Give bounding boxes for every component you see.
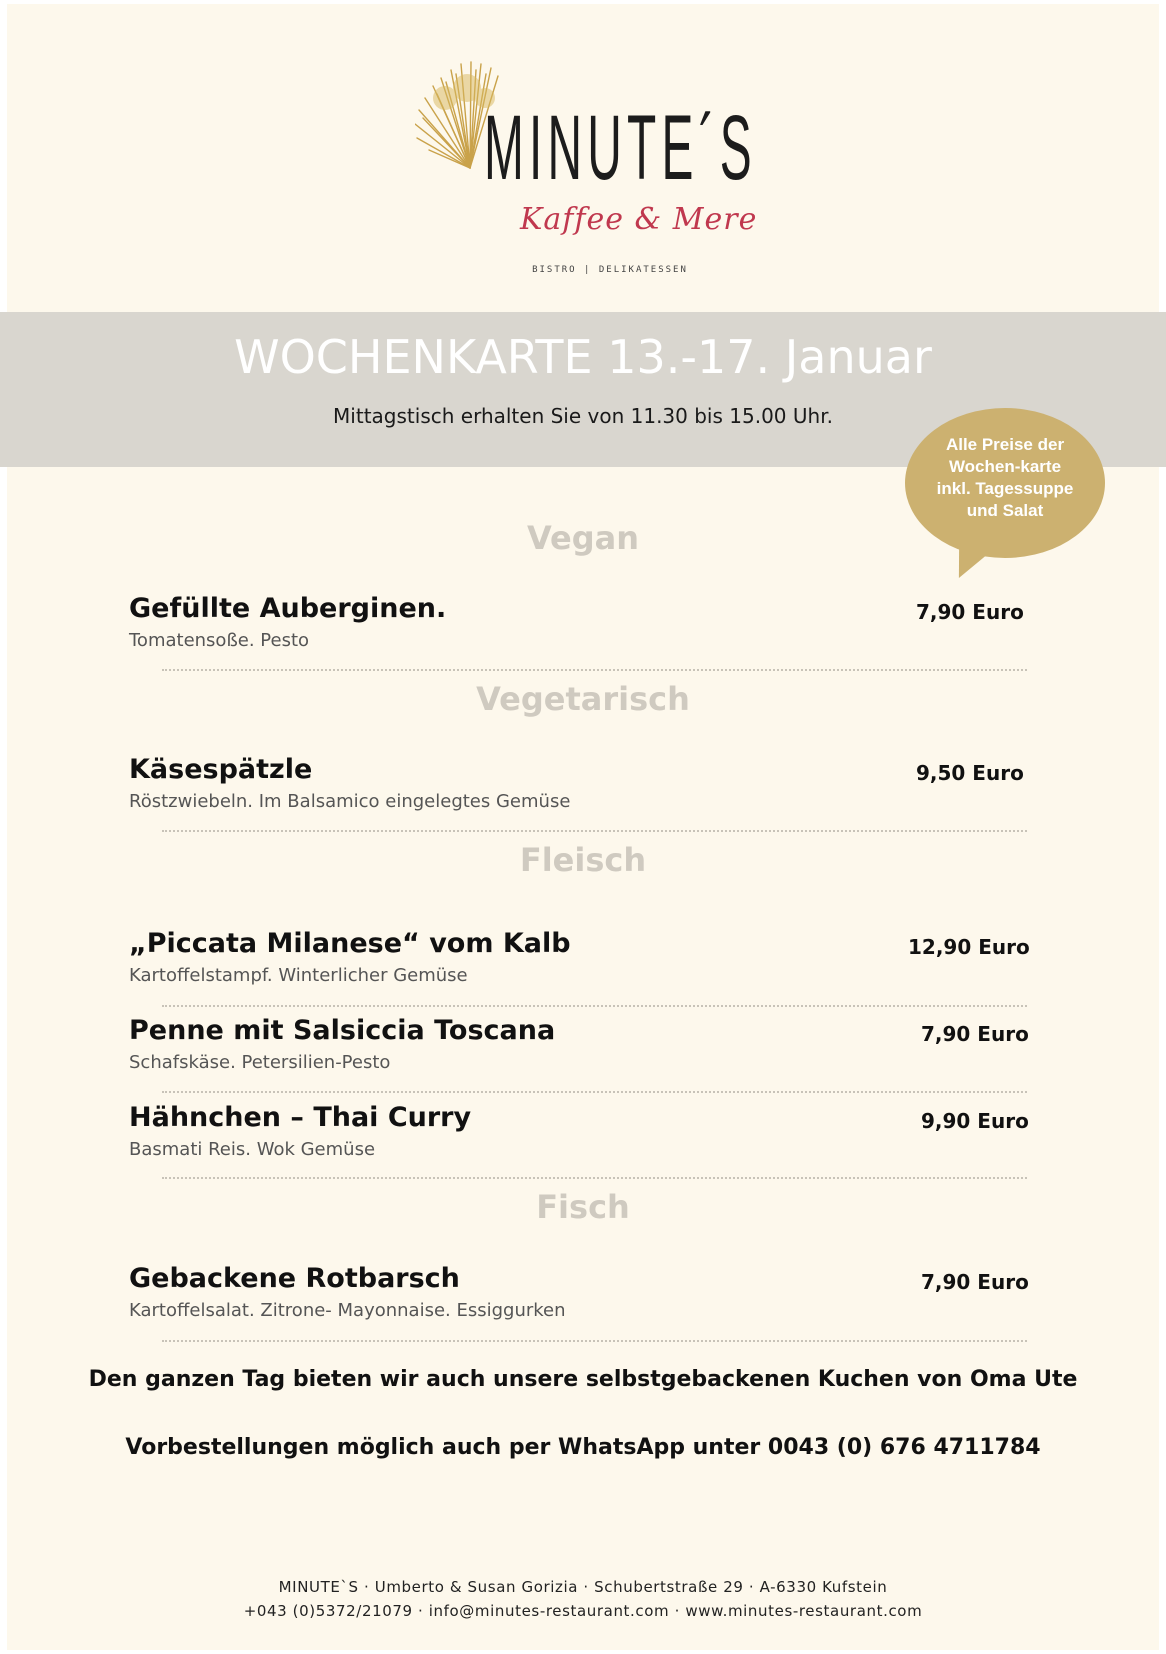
menu-item (129, 1263, 1029, 1321)
section-title: Fleisch (519, 841, 647, 879)
item-name: Hähnchen – Thai Curry (129, 1102, 472, 1133)
item-name: „Piccata Milanese“ vom Kalb (129, 928, 571, 959)
page-title: WOCHENKARTE 13.-17. Januar (234, 330, 932, 384)
menu-item (129, 928, 1030, 986)
item-description: Röstzwiebeln. Im Balsamico eingelegtes Gemüse (129, 790, 571, 812)
item-description: Tomatensoße. Pesto (129, 629, 310, 651)
footer-contact: +043 (0)5372/21079 · info@minutes-restaurant.com · www.minutes-restaurant.com (243, 1602, 923, 1620)
cake-note: Den ganzen Tag bieten wir auch unsere selbstgebackenen Kuchen von Oma Ute (88, 1367, 1078, 1392)
item-name: Käsespätzle (129, 754, 313, 785)
dotted-divider (162, 1005, 1027, 1007)
item-name: Penne mit Salsiccia Toscana (129, 1015, 556, 1046)
brand-script: Kaffee & Mere (520, 202, 758, 237)
dotted-divider (162, 1177, 1027, 1179)
item-price: 9,90 Euro (921, 1109, 1029, 1133)
menu-item (129, 1102, 1029, 1160)
item-price: 7,90 Euro (921, 1270, 1029, 1294)
item-description: Kartoffelsalat. Zitrone- Mayonnaise. Essiggurken (129, 1299, 566, 1321)
page-subtitle: Mittagstisch erhalten Sie von 11.30 bis 15.00 Uhr. (333, 404, 833, 428)
section-title: Fisch (536, 1188, 630, 1226)
bubble-text: Alle Preise der Wochen-karte inkl. Tagessuppe und Salat (936, 435, 1074, 520)
item-description: Kartoffelstampf. Winterlicher Gemüse (129, 964, 468, 986)
whatsapp-note: Vorbestellungen möglich auch per WhatsApp unter 0043 (0) 676 4711784 (125, 1435, 1041, 1460)
item-price: 7,90 Euro (916, 600, 1024, 624)
menu-item (129, 1015, 1029, 1073)
logo (0, 0, 1166, 300)
section-title: Vegetarisch (476, 680, 690, 718)
item-price: 7,90 Euro (921, 1022, 1029, 1046)
menu-item (129, 754, 1024, 812)
item-description: Basmati Reis. Wok Gemüse (129, 1138, 376, 1160)
dotted-divider (162, 830, 1027, 832)
item-name: Gefüllte Auberginen. (129, 593, 447, 624)
item-price: 9,50 Euro (916, 761, 1024, 785)
section-title: Vegan (527, 519, 639, 557)
dotted-divider (162, 1340, 1027, 1342)
brand-tagline: BISTRO | DELIKATESSEN (532, 265, 688, 275)
item-name: Gebackene Rotbarsch (129, 1263, 460, 1294)
brand-name: MINUTE´S (484, 97, 757, 199)
item-price: 12,90 Euro (908, 935, 1030, 959)
dotted-divider (162, 669, 1027, 671)
menu-item (129, 593, 1024, 651)
footer-address: MINUTE`S · Umberto & Susan Gorizia · Schubertstraße 29 · A-6330 Kufstein (278, 1578, 888, 1596)
item-description: Schafskäse. Petersilien-Pesto (129, 1051, 391, 1073)
dotted-divider (162, 1091, 1027, 1093)
